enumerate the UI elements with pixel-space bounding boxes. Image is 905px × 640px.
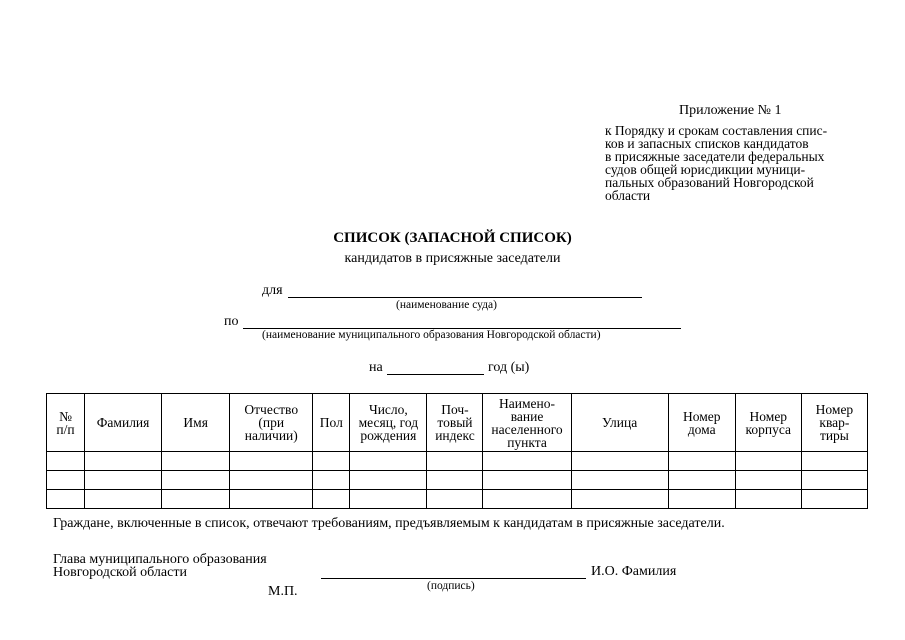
table-row xyxy=(47,490,868,509)
table-cell[interactable] xyxy=(427,471,483,490)
col-patronymic-header: Отчество (при наличии) xyxy=(230,394,313,452)
court-line[interactable] xyxy=(288,297,642,298)
table-cell[interactable] xyxy=(483,452,571,471)
table-cell[interactable] xyxy=(571,452,668,471)
col-sex-header: Пол xyxy=(313,394,350,452)
court-hint: (наименование суда) xyxy=(396,299,497,311)
col-building-header: Номер корпуса xyxy=(735,394,801,452)
table-cell[interactable] xyxy=(85,490,162,509)
table-cell[interactable] xyxy=(735,490,801,509)
table-cell[interactable] xyxy=(313,471,350,490)
municipality-hint: (наименование муниципального образования Новгородской области) xyxy=(262,329,601,341)
appendix-text xyxy=(605,124,865,202)
table-cell[interactable] xyxy=(47,471,85,490)
signature-hint: (подпись) xyxy=(427,580,475,592)
table-cell[interactable] xyxy=(801,452,867,471)
table-cell[interactable] xyxy=(427,452,483,471)
table-row xyxy=(47,452,868,471)
signer-name: И.О. Фамилия xyxy=(591,564,677,579)
table-cell[interactable] xyxy=(668,490,735,509)
table-cell[interactable] xyxy=(571,471,668,490)
table-cell[interactable] xyxy=(350,471,427,490)
col-settlement-header: Наимено- вание населенного пункта xyxy=(483,394,571,452)
table-cell[interactable] xyxy=(801,471,867,490)
table-row xyxy=(47,471,868,490)
signature-line[interactable] xyxy=(321,578,586,579)
eligibility-note: Граждане, включенные в список, отвечают требованиям, предъявляемым к кандидатам в присяжные заседатели. xyxy=(53,516,725,531)
table-cell[interactable] xyxy=(230,452,313,471)
table-cell[interactable] xyxy=(162,471,230,490)
table-cell[interactable] xyxy=(313,452,350,471)
col-house-header: Номер дома xyxy=(668,394,735,452)
appendix-line: в присяжные заседатели федеральных xyxy=(605,149,825,164)
table-cell[interactable] xyxy=(735,452,801,471)
appendix-line: судов общей юрисдикции муници- xyxy=(605,162,806,177)
table-cell[interactable] xyxy=(668,471,735,490)
table-cell[interactable] xyxy=(162,452,230,471)
col-street-header: Улица xyxy=(571,394,668,452)
table-body xyxy=(47,452,868,509)
table-cell[interactable] xyxy=(571,490,668,509)
table-cell[interactable] xyxy=(668,452,735,471)
appendix-line: к Порядку и срокам составления спис- xyxy=(605,123,828,138)
col-birthdate-header: Число, месяц, год рождения xyxy=(350,394,427,452)
document-title: СПИСОК (ЗАПАСНОЙ СПИСОК) xyxy=(333,230,572,246)
appendix-line: ков и запасных списков кандидатов xyxy=(605,136,809,151)
col-name-header: Имя xyxy=(162,394,230,452)
table-header-row xyxy=(47,394,868,452)
court-label: для xyxy=(262,283,283,298)
table-cell[interactable] xyxy=(483,490,571,509)
appendix-line: области xyxy=(605,188,651,203)
year-line[interactable] xyxy=(387,374,484,375)
table-cell[interactable] xyxy=(85,471,162,490)
signer-position-line2: Новгородской области xyxy=(53,565,187,580)
appendix-title: Приложение № 1 xyxy=(679,103,782,118)
year-suffix: год (ы) xyxy=(488,360,530,375)
col-apartment-header: Номер квар- тиры xyxy=(801,394,867,452)
table-cell[interactable] xyxy=(47,490,85,509)
stamp-placeholder: М.П. xyxy=(268,584,298,599)
table-cell[interactable] xyxy=(230,471,313,490)
col-number-header: № п/п xyxy=(47,394,85,452)
col-surname-header: Фамилия xyxy=(85,394,162,452)
table-cell[interactable] xyxy=(427,490,483,509)
table-cell[interactable] xyxy=(735,471,801,490)
candidates-table xyxy=(46,393,868,509)
table-cell[interactable] xyxy=(162,490,230,509)
table-cell[interactable] xyxy=(483,471,571,490)
col-postcode-header: Поч- товый индекс xyxy=(427,394,483,452)
table-cell[interactable] xyxy=(350,490,427,509)
table-cell[interactable] xyxy=(801,490,867,509)
municipality-label: по xyxy=(224,314,239,329)
table-cell[interactable] xyxy=(85,452,162,471)
signer-position-line1: Глава муниципального образования xyxy=(53,552,267,567)
document-subtitle: кандидатов в присяжные заседатели xyxy=(344,251,561,266)
table-cell[interactable] xyxy=(313,490,350,509)
table-cell[interactable] xyxy=(47,452,85,471)
table-cell[interactable] xyxy=(350,452,427,471)
appendix-line: пальных образований Новгородской xyxy=(605,175,814,190)
table-cell[interactable] xyxy=(230,490,313,509)
year-prefix: на xyxy=(369,360,383,375)
